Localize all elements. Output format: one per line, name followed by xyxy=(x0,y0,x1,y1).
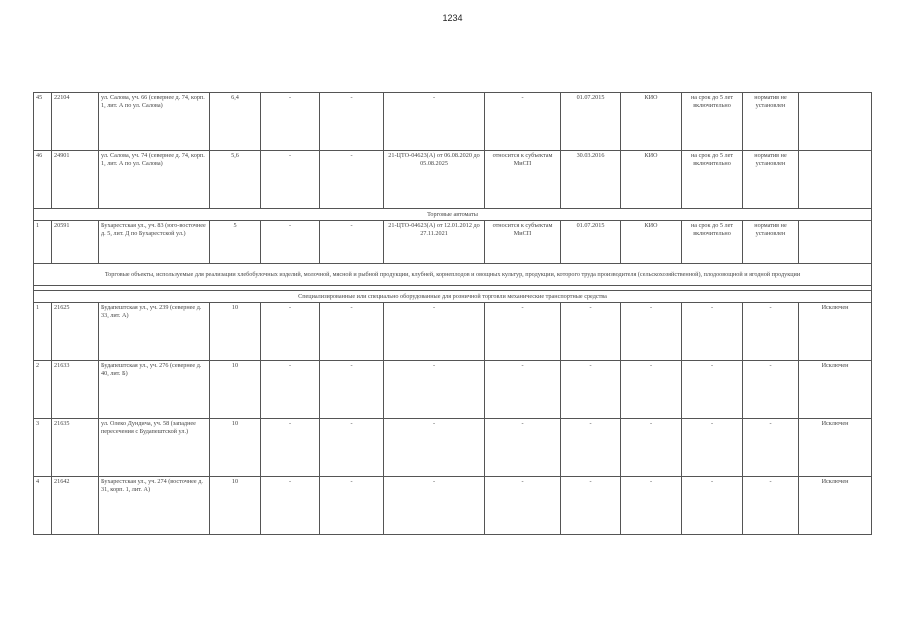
row-number: 1 xyxy=(34,303,52,361)
object-area: 10 xyxy=(210,477,261,535)
section-header-row xyxy=(34,209,872,221)
inclusion-date: 30.03.2016 xyxy=(561,151,621,209)
object-code: 22104 xyxy=(52,93,99,151)
object-address: ул. Салова, уч. 74 (севернее д. 74, корп. 1, лит. А по ул. Салова) xyxy=(99,151,210,209)
object-address: ул. Салова, уч. 66 (севернее д. 74, корп. 1, лит. А по ул. Салова) xyxy=(99,93,210,151)
table-row xyxy=(34,477,872,535)
authority: КИО xyxy=(621,221,682,264)
smb-status: относится к субъектам МиСП xyxy=(485,151,561,209)
note: Исключен xyxy=(799,419,872,477)
note xyxy=(799,221,872,264)
note: Исключен xyxy=(799,361,872,419)
note xyxy=(799,93,872,151)
norm: норматив не установлен xyxy=(743,151,799,209)
contract-info: - xyxy=(384,93,485,151)
authority: - xyxy=(621,477,682,535)
authority: - xyxy=(621,419,682,477)
cell: - xyxy=(261,221,320,264)
object-address: ул. Олеко Дундича, уч. 58 (западнее пересечения с Будапештской ул.) xyxy=(99,419,210,477)
object-code: 21633 xyxy=(52,361,99,419)
term: - xyxy=(682,303,743,361)
cell: - xyxy=(261,361,320,419)
row-number: 1 xyxy=(34,221,52,264)
object-area: 10 xyxy=(210,419,261,477)
term: - xyxy=(682,419,743,477)
cell: - xyxy=(261,93,320,151)
registry-table xyxy=(33,92,872,535)
row-number: 46 xyxy=(34,151,52,209)
note: Исключен xyxy=(799,303,872,361)
norm: - xyxy=(743,419,799,477)
authority: КИО xyxy=(621,93,682,151)
contract-info: - xyxy=(384,477,485,535)
object-code: 24901 xyxy=(52,151,99,209)
norm: норматив не установлен xyxy=(743,221,799,264)
note xyxy=(799,151,872,209)
contract-info: 21-ЦТО-04623(А) от 06.08.2020 до 05.08.2025 xyxy=(384,151,485,209)
object-code: 21642 xyxy=(52,477,99,535)
contract-info: - xyxy=(384,303,485,361)
object-code: 21635 xyxy=(52,419,99,477)
term: на срок до 5 лет включительно xyxy=(682,93,743,151)
norm: - xyxy=(743,303,799,361)
section-header-row xyxy=(34,264,872,286)
cell: - xyxy=(320,93,384,151)
authority: КИО xyxy=(621,151,682,209)
cell: - xyxy=(320,419,384,477)
smb-status: - xyxy=(485,477,561,535)
inclusion-date: 01.07.2015 xyxy=(561,221,621,264)
norm: норматив не установлен xyxy=(743,93,799,151)
page-number: 1234 xyxy=(442,13,463,23)
authority: - xyxy=(621,303,682,361)
inclusion-date: - xyxy=(561,477,621,535)
term: на срок до 5 лет включительно xyxy=(682,151,743,209)
inclusion-date: - xyxy=(561,361,621,419)
inclusion-date: - xyxy=(561,303,621,361)
authority: - xyxy=(621,361,682,419)
table-row xyxy=(34,303,872,361)
section-goods: Торговые объекты, используемые для реализации хлебобулочных изделий, молочной, мясной и рыбной продукции, клубней, корнеплодов и овощных культур, продукции, которого труда производителя (сельскохозяйственной), плодоовощной и ягодной продукции xyxy=(34,264,872,286)
note: Исключен xyxy=(799,477,872,535)
term: - xyxy=(682,477,743,535)
smb-status: относится к субъектам МиСП xyxy=(485,221,561,264)
smb-status: - xyxy=(485,93,561,151)
table-row xyxy=(34,361,872,419)
contract-info: - xyxy=(384,361,485,419)
cell: - xyxy=(261,303,320,361)
object-area: 6,4 xyxy=(210,93,261,151)
smb-status: - xyxy=(485,361,561,419)
term: - xyxy=(682,361,743,419)
section-header-row xyxy=(34,291,872,303)
table-row xyxy=(34,419,872,477)
term: на срок до 5 лет включительно xyxy=(682,221,743,264)
cell: - xyxy=(261,151,320,209)
contract-info: 21-ЦТО-04623(А) от 12.01.2012 до 27.11.2021 xyxy=(384,221,485,264)
object-code: 20591 xyxy=(52,221,99,264)
cell: - xyxy=(261,477,320,535)
object-area: 10 xyxy=(210,303,261,361)
table-row xyxy=(34,151,872,209)
cell: - xyxy=(320,303,384,361)
smb-status: - xyxy=(485,303,561,361)
cell: - xyxy=(261,419,320,477)
object-address: Бухарестская ул., уч. 83 (юго-восточнее д. 5, лит. Д по Бухарестской ул.) xyxy=(99,221,210,264)
object-address: Бухарестская ул., уч. 274 (восточнее д. 31, корп. 1, лит. А) xyxy=(99,477,210,535)
cell: - xyxy=(320,151,384,209)
cell: - xyxy=(320,361,384,419)
object-address: Будапештская ул., уч. 276 (севернее д. 40, лит. Б) xyxy=(99,361,210,419)
row-number: 4 xyxy=(34,477,52,535)
object-area: 5,6 xyxy=(210,151,261,209)
object-code: 21625 xyxy=(52,303,99,361)
cell: - xyxy=(320,477,384,535)
section-vehicles: Специализированные или специально оборудованные для розничной торговли механические транспортные средства xyxy=(34,291,872,303)
inclusion-date: 01.07.2015 xyxy=(561,93,621,151)
section-vending: Торговые автоматы xyxy=(34,209,872,221)
object-address: Будапештская ул., уч. 239 (севернее д. 33, лит. А) xyxy=(99,303,210,361)
row-number: 3 xyxy=(34,419,52,477)
object-area: 10 xyxy=(210,361,261,419)
norm: - xyxy=(743,361,799,419)
smb-status: - xyxy=(485,419,561,477)
table-row xyxy=(34,93,872,151)
inclusion-date: - xyxy=(561,419,621,477)
object-area: 5 xyxy=(210,221,261,264)
cell: - xyxy=(320,221,384,264)
contract-info: - xyxy=(384,419,485,477)
row-number: 2 xyxy=(34,361,52,419)
norm: - xyxy=(743,477,799,535)
table-row xyxy=(34,221,872,264)
row-number: 45 xyxy=(34,93,52,151)
